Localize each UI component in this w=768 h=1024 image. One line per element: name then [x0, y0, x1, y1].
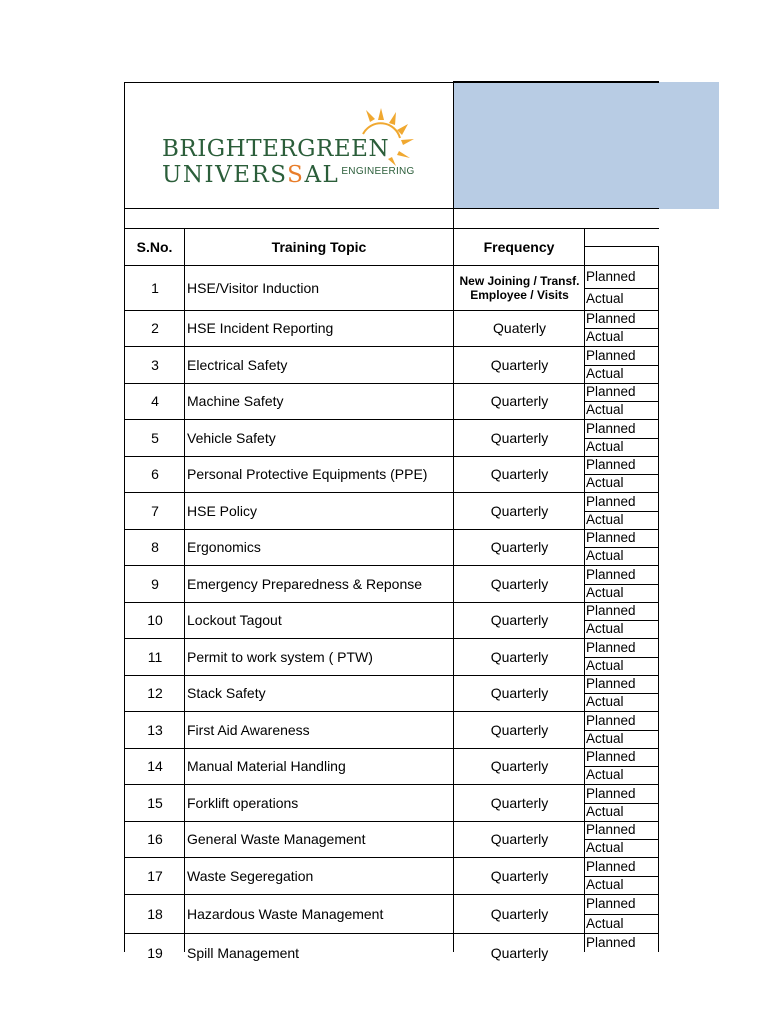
cell-actual: Actual	[586, 877, 624, 892]
company-logo	[160, 106, 430, 196]
cell-sno: 16	[147, 831, 163, 847]
cell-frequency: Quarterly	[490, 575, 549, 592]
header-border-line	[453, 81, 659, 83]
cell-actual: Actual	[586, 475, 624, 490]
cell-frequency: Quarterly	[490, 502, 549, 519]
cell-frequency: Quarterly	[490, 466, 549, 482]
cell-planned: Planned	[586, 896, 636, 911]
logo-wordmark-line2	[162, 162, 415, 188]
logo-suffix: ENGINEERING	[341, 166, 415, 177]
cell-planned: Planned	[586, 859, 636, 874]
cell-training-topic: Emergency Preparedness & Reponse	[187, 575, 423, 592]
cell-sno: 6	[151, 466, 159, 482]
cell-frequency: Quarterly	[490, 758, 549, 774]
cell-frequency: Quarterly	[490, 685, 549, 701]
cell-frequency: Quarterly	[490, 944, 549, 961]
cell-sno: 3	[151, 356, 159, 373]
cell-planned: Planned	[586, 348, 636, 363]
cell-planned: Planned	[586, 567, 636, 582]
cell-frequency: Quarterly	[490, 356, 549, 373]
cell-sno: 2	[151, 320, 159, 336]
cell-actual: Actual	[586, 548, 624, 563]
cell-frequency: Quarterly	[490, 867, 549, 884]
cell-planned: Planned	[586, 935, 636, 950]
cell-training-topic: Machine Safety	[187, 393, 284, 409]
header-frequency: Frequency	[483, 239, 555, 255]
cell-planned: Planned	[586, 749, 636, 764]
logo-wordmark-part2: AL	[304, 162, 340, 188]
cell-training-topic: Lockout Tagout	[187, 612, 282, 628]
logo-wordmark-line1: BRIGHTERGREEN	[162, 136, 390, 162]
cell-sno: 11	[147, 648, 163, 665]
cell-training-topic: General Waste Management	[187, 831, 366, 847]
cell-actual: Actual	[586, 402, 624, 417]
cell-frequency: Quarterly	[490, 612, 549, 628]
cell-sno: 12	[147, 685, 163, 701]
cell-planned: Planned	[586, 311, 636, 326]
cell-training-topic: Stack Safety	[187, 685, 266, 701]
cell-training-topic: Vehicle Safety	[187, 429, 276, 446]
cell-training-topic: Personal Protective Equipments (PPE)	[187, 466, 428, 482]
cell-sno: 9	[151, 575, 159, 592]
cell-actual	[585, 953, 659, 972]
cell-training-topic: HSE Incident Reporting	[187, 320, 334, 336]
cell-frequency: Quarterly	[490, 794, 549, 811]
cell-training-topic: Ergonomics	[187, 539, 261, 555]
cell-sno: 15	[147, 794, 163, 811]
cell-planned: Planned	[586, 786, 636, 801]
cell-actual: Actual	[586, 291, 624, 306]
cell-training-topic: Spill Management	[187, 944, 300, 961]
cell-frequency: Quarterly	[490, 393, 549, 409]
cell-training-topic: HSE/Visitor Induction	[187, 280, 320, 296]
cell-actual: Actual	[586, 767, 624, 782]
cell-sno: 17	[147, 867, 163, 884]
cell-planned: Planned	[586, 269, 636, 284]
cell-frequency: Quarterly	[490, 831, 549, 847]
cell-sno: 5	[151, 429, 159, 446]
cell-sno: 14	[147, 758, 163, 774]
cell-training-topic: Manual Material Handling	[187, 758, 346, 774]
cell-training-topic: Permit to work system ( PTW)	[187, 648, 373, 665]
cell-frequency: New Joining / Transf. Employee / Visits	[459, 274, 580, 302]
cell-actual: Actual	[586, 804, 624, 819]
cell-actual: Actual	[586, 585, 624, 600]
cell-sno: 8	[151, 539, 159, 555]
cell-training-topic: Forklift operations	[187, 794, 299, 811]
cell-frequency: Quarterly	[490, 905, 549, 922]
cell-planned: Planned	[586, 603, 636, 618]
header-training-topic: Training Topic	[271, 239, 367, 255]
cell-actual: Actual	[586, 366, 624, 381]
cell-sno: 19	[147, 944, 163, 961]
cell-planned: Planned	[586, 494, 636, 509]
cell-sno: 1	[151, 280, 159, 296]
cell-planned: Planned	[586, 713, 636, 728]
header-fill-cell	[453, 82, 719, 209]
cell-planned: Planned	[586, 530, 636, 545]
cell-sno: 7	[151, 502, 159, 519]
cell-training-topic: Hazardous Waste Management	[187, 905, 384, 922]
cell-planned: Planned	[586, 676, 636, 691]
cell-planned: Planned	[586, 421, 636, 436]
cell-actual: Actual	[586, 621, 624, 636]
cell-planned: Planned	[586, 640, 636, 655]
cell-actual: Actual	[586, 512, 624, 527]
logo-wordmark-part1: UNIVERS	[162, 162, 288, 188]
cell-training-topic: Waste Segeregation	[187, 867, 314, 884]
cell-frequency: Quarterly	[490, 648, 549, 665]
logo-s-swoosh: S	[287, 162, 305, 188]
cell-actual: Actual	[586, 731, 624, 746]
cell-planned: Planned	[586, 384, 636, 399]
cell-planned: Planned	[586, 457, 636, 472]
cell-frequency: Quarterly	[490, 721, 549, 738]
cell-frequency: Quaterly	[493, 320, 546, 336]
cell-planned: Planned	[586, 822, 636, 837]
cell-training-topic: HSE Policy	[187, 502, 258, 519]
cell-sno: 18	[147, 905, 163, 922]
cell-actual: Actual	[586, 840, 624, 855]
cell-actual: Actual	[586, 916, 624, 931]
cell-actual: Actual	[586, 439, 624, 454]
header-sno: S.No.	[136, 239, 173, 255]
cell-actual: Actual	[586, 329, 624, 344]
cell-frequency: Quarterly	[490, 429, 549, 446]
cell-sno: 13	[147, 721, 163, 738]
cell-actual: Actual	[586, 658, 624, 673]
cell-training-topic: First Aid Awareness	[187, 721, 310, 738]
cell-actual: Actual	[586, 694, 624, 709]
cell-frequency: Quarterly	[490, 539, 549, 555]
cell-sno: 4	[151, 393, 159, 409]
cell-training-topic: Electrical Safety	[187, 356, 288, 373]
cell-sno: 10	[147, 612, 163, 628]
